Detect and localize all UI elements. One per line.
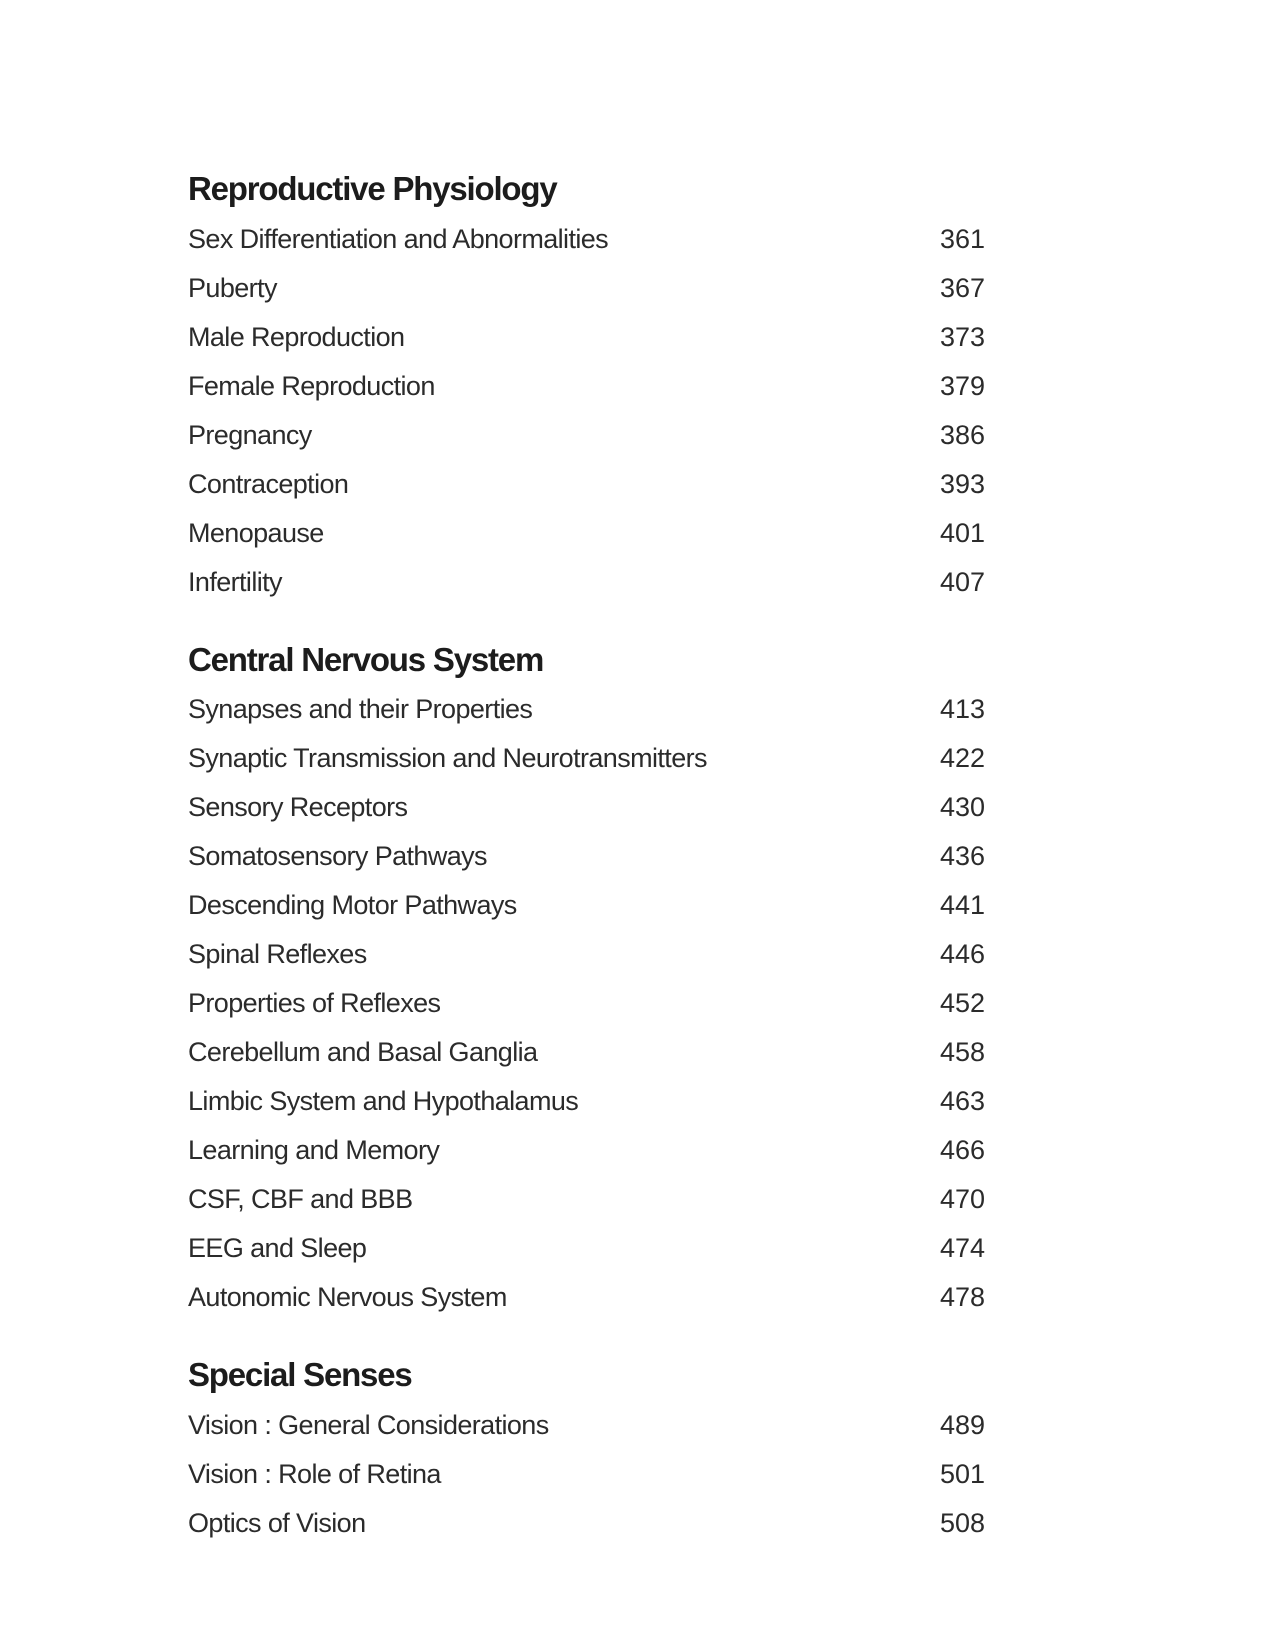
page-number: 508 [939,1507,985,1538]
chapter-title: Learning and Memory [188,1135,440,1166]
page-number: 367 [939,272,985,303]
page-number: 413 [939,694,985,725]
page-number: 401 [939,517,985,548]
page-number: 361 [939,223,985,254]
toc-entry [188,362,985,411]
chapter-title: Properties of Reflexes [188,988,441,1019]
toc-entry [188,558,985,607]
chapter-title: Infertility [188,566,282,597]
chapter-title: Cerebellum and Basal Ganglia [188,1037,538,1068]
toc-entry [188,264,985,313]
page-number: 470 [939,1184,985,1215]
page-number: 458 [939,1037,985,1068]
toc-entry [188,783,985,832]
toc-entry [188,979,985,1028]
toc-section-reproductive-physiology [188,169,985,607]
chapter-title: Limbic System and Hypothalamus [188,1086,579,1117]
chapter-title: Contraception [188,468,349,499]
page-number: 501 [939,1458,985,1489]
chapter-title: Spinal Reflexes [188,939,367,970]
toc-entry [188,460,985,509]
chapter-title: Optics of Vision [188,1507,366,1538]
toc-entry [188,1175,985,1224]
chapter-title: Sex Differentiation and Abnormalities [188,223,609,254]
page-number: 436 [939,841,985,872]
page-number: 478 [939,1282,985,1313]
page-number: 441 [939,890,985,921]
toc-entry [188,1077,985,1126]
chapter-title: CSF, CBF and BBB [188,1184,413,1215]
chapter-title: Descending Motor Pathways [188,890,517,921]
page-number: 446 [939,939,985,970]
page-number: 379 [939,370,985,401]
page-number: 466 [939,1135,985,1166]
toc-section-central-nervous-system [188,640,985,1323]
toc-entry [188,411,985,460]
page-number: 452 [939,988,985,1019]
chapter-title: Sensory Receptors [188,792,408,823]
toc-entry [188,509,985,558]
page-number: 373 [939,321,985,352]
chapter-title: EEG and Sleep [188,1233,367,1264]
chapter-title: Synaptic Transmission and Neurotransmitters [188,743,707,774]
section-heading: Reproductive Physiology [188,170,557,207]
page-number: 463 [939,1086,985,1117]
chapter-title: Female Reproduction [188,370,435,401]
toc-entry [188,1401,985,1450]
chapter-title: Menopause [188,517,324,548]
toc-entry [188,930,985,979]
section-heading: Central Nervous System [188,640,544,678]
page-number: 489 [939,1409,985,1440]
page-number: 393 [939,468,985,499]
section-heading: Special Senses [188,1356,412,1394]
toc-entry [188,685,985,734]
chapter-title: Vision : General Considerations [188,1409,549,1440]
chapter-title: Male Reproduction [188,321,405,352]
toc-entry [188,1028,985,1077]
toc-entry [188,881,985,930]
chapter-title: Pregnancy [188,419,312,450]
chapter-title: Synapses and their Properties [188,694,533,725]
chapter-title: Somatosensory Pathways [188,841,487,872]
page-number: 422 [939,743,985,774]
toc-entry [188,734,985,783]
chapter-title: Vision : Role of Retina [188,1458,441,1489]
toc-entry [188,215,985,264]
page-number: 474 [939,1233,985,1264]
page-number: 407 [939,566,985,597]
toc-entry [188,313,985,362]
toc-entry [188,1450,985,1499]
toc-entry [188,1273,985,1322]
toc-entry [188,1126,985,1175]
chapter-title: Autonomic Nervous System [188,1282,507,1313]
toc-entry [188,1224,985,1273]
toc-entry [188,832,985,881]
page-number: 430 [939,792,985,823]
toc-entry [188,1499,985,1548]
chapter-title: Puberty [188,272,277,303]
page-number: 386 [939,419,985,450]
toc-section-special-senses [188,1355,985,1548]
